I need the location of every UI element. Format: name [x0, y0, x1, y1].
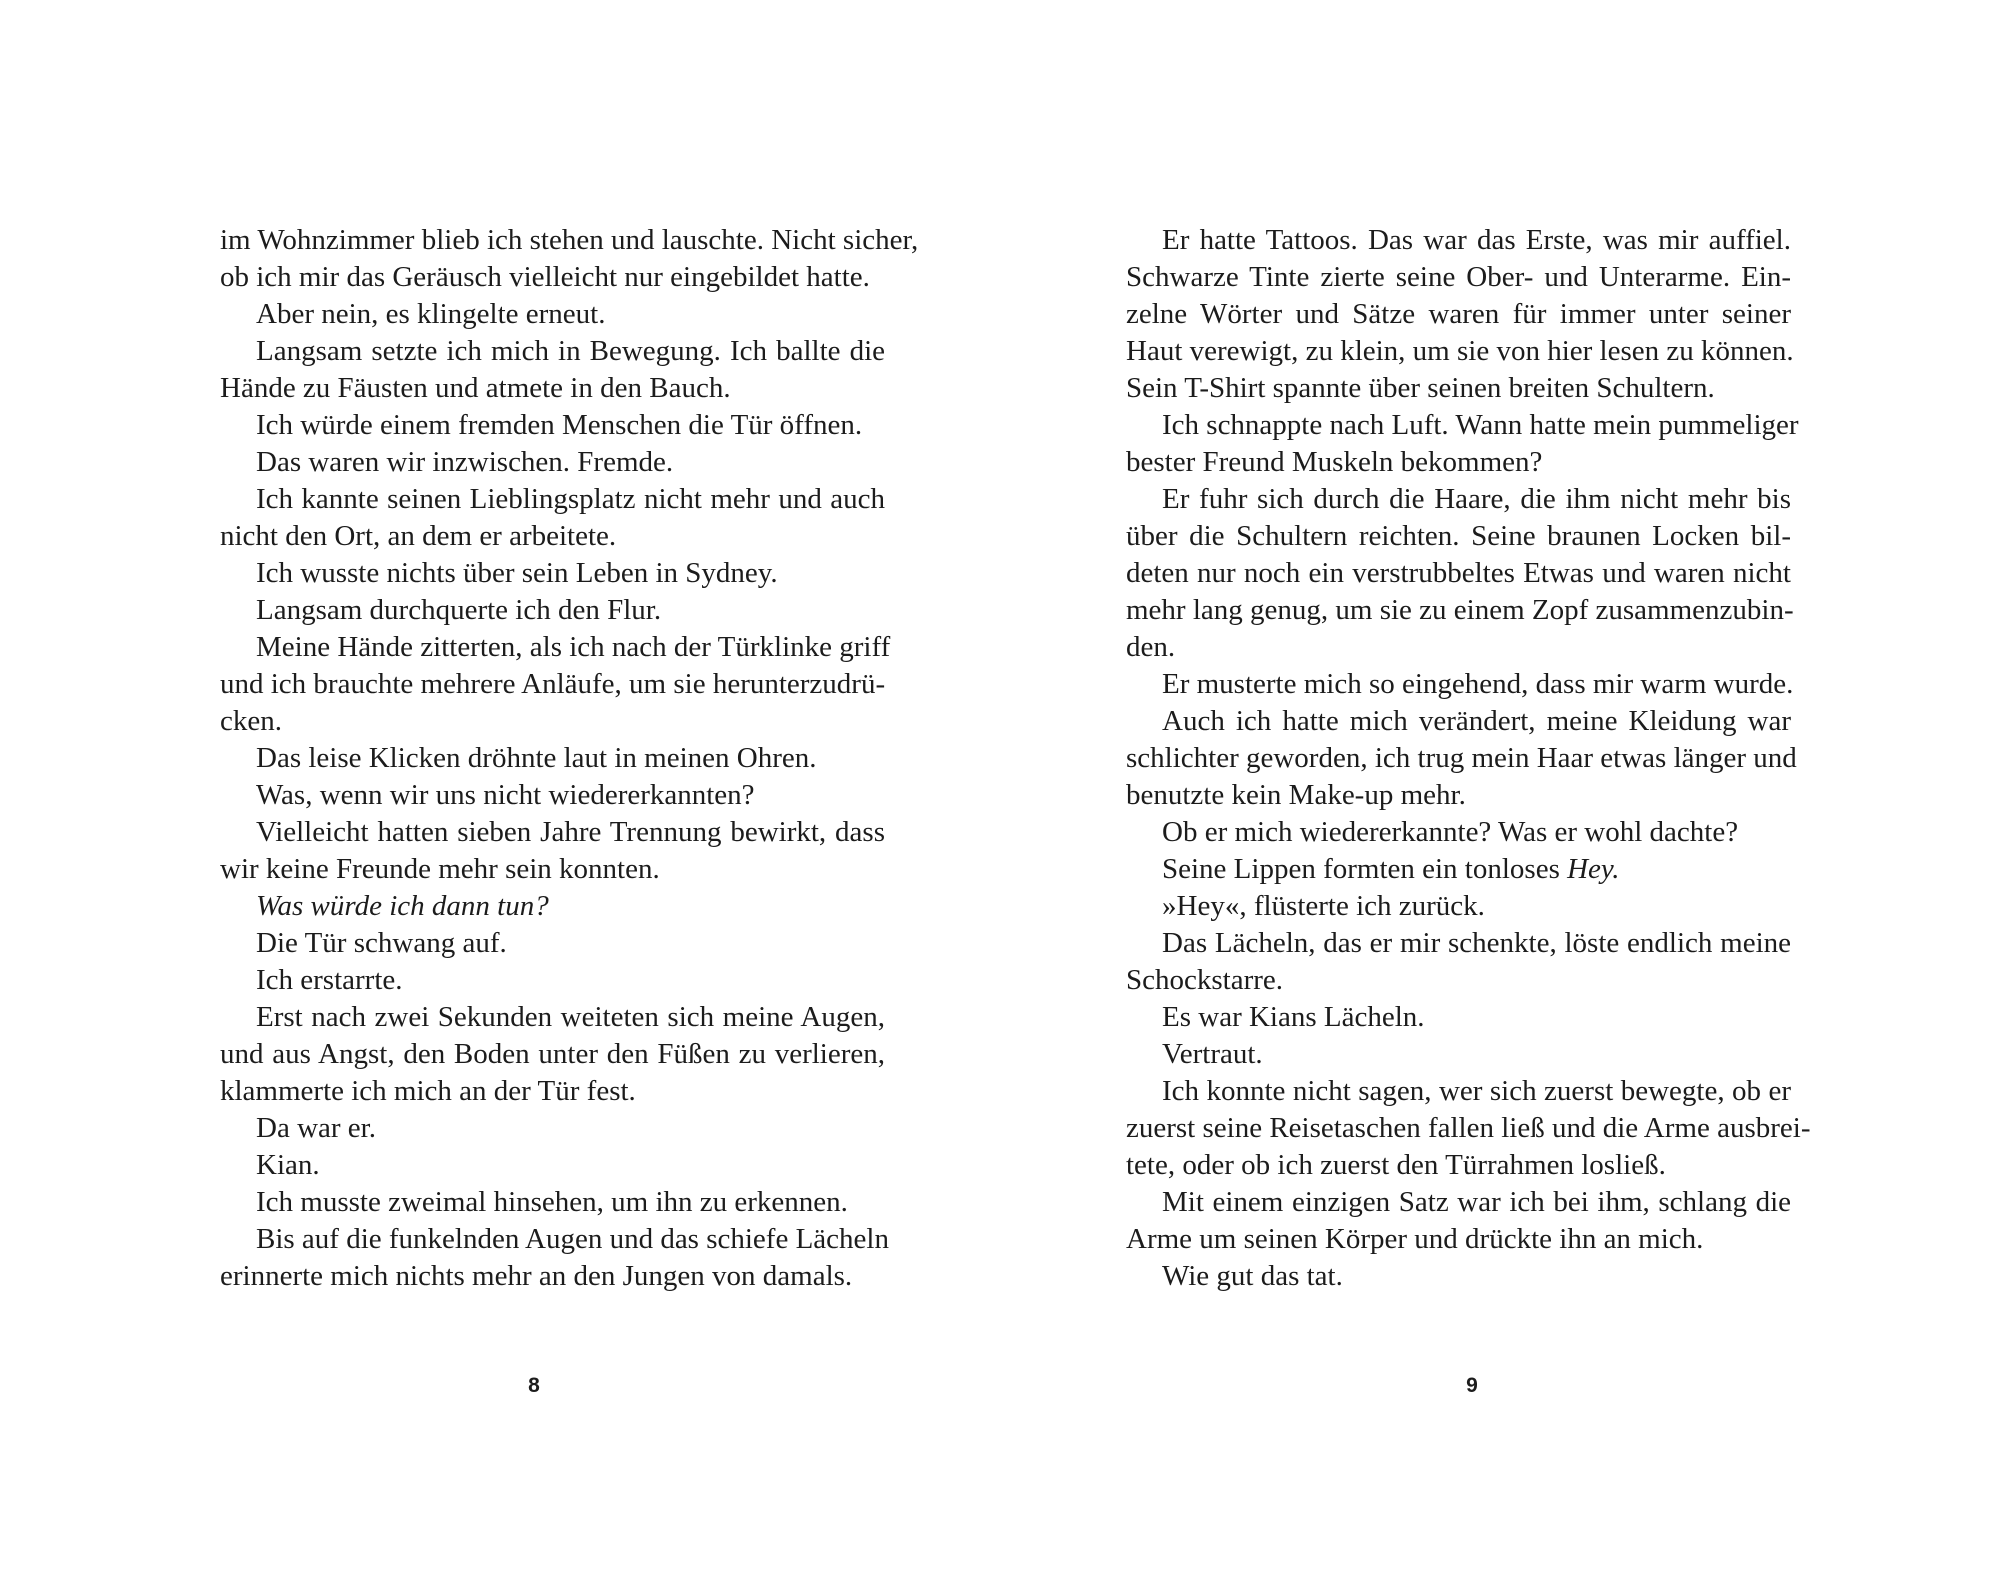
text-line: Das waren wir inzwischen. Fremde.	[256, 446, 674, 478]
text-line: Ich würde einem fremden Menschen die Tür öffnen.	[256, 409, 863, 441]
text-line: Meine Hände zitterten, als ich nach der Türklinke griff	[256, 631, 891, 663]
text-fragment: Seine Lippen formten ein tonloses	[1162, 853, 1560, 885]
text-line: Erst nach zwei Sekunden weiteten sich meine Augen,	[256, 1001, 885, 1033]
right-page-text	[1126, 222, 1811, 1295]
text-line: benutzte kein Make-up mehr.	[1126, 779, 1466, 811]
text-line: und aus Angst, den Boden unter den Füßen zu verlieren,	[220, 1038, 885, 1070]
text-line: deten nur noch ein verstrubbeltes Etwas und waren nicht	[1126, 557, 1791, 589]
text-line: den.	[1126, 631, 1176, 663]
text-line: Ob er mich wiedererkannte? Was er wohl dachte?	[1162, 816, 1739, 848]
text-line: wir keine Freunde mehr sein konnten.	[220, 853, 660, 885]
left-page-text	[220, 222, 919, 1295]
text-line: erinnerte mich nichts mehr an den Jungen von damals.	[220, 1260, 853, 1292]
text-line: Kian.	[256, 1149, 320, 1181]
text-line: Er musterte mich so eingehend, dass mir warm wurde.	[1162, 668, 1794, 700]
text-line: über die Schultern reichten. Seine braunen Locken bil-	[1126, 520, 1791, 552]
text-line: Hände zu Fäusten und atmete in den Bauch.	[220, 372, 731, 404]
text-line: nicht den Ort, an dem er arbeitete.	[220, 520, 617, 552]
text-line: im Wohnzimmer blieb ich stehen und lauschte. Nicht sicher,	[220, 224, 919, 256]
text-line: zuerst seine Reisetaschen fallen ließ und die Arme ausbrei-	[1126, 1112, 1811, 1144]
text-line: Da war er.	[256, 1112, 376, 1144]
text-line: bester Freund Muskeln bekommen?	[1126, 446, 1543, 478]
text-line: Wie gut das tat.	[1162, 1260, 1343, 1292]
text-line: Ich erstarrte.	[256, 964, 403, 996]
text-line: mehr lang genug, um sie zu einem Zopf zusammenzubin-	[1126, 594, 1794, 626]
text-line: Ich schnappte nach Luft. Wann hatte mein pummeliger	[1162, 409, 1799, 441]
text-line: Er fuhr sich durch die Haare, die ihm nicht mehr bis	[1162, 483, 1791, 515]
text-line: Ich wusste nichts über sein Leben in Sydney.	[256, 557, 778, 589]
italic-text-fragment: Hey.	[1567, 853, 1620, 885]
text-line: Schockstarre.	[1126, 964, 1284, 996]
text-line: Haut verewigt, zu klein, um sie von hier lesen zu können.	[1126, 335, 1794, 367]
text-line: klammerte ich mich an der Tür fest.	[220, 1075, 636, 1107]
text-line: Sein T-Shirt spannte über seinen breiten Schultern.	[1126, 372, 1715, 404]
text-line: Ich musste zweimal hinsehen, um ihn zu erkennen.	[256, 1186, 848, 1218]
text-line: tete, oder ob ich zuerst den Türrahmen losließ.	[1126, 1149, 1666, 1181]
text-line: Vielleicht hatten sieben Jahre Trennung bewirkt, dass	[256, 816, 885, 848]
text-line: Aber nein, es klingelte erneut.	[256, 298, 606, 330]
text-line: »Hey«, flüsterte ich zurück.	[1162, 890, 1485, 922]
text-line: Schwarze Tinte zierte seine Ober- und Unterarme. Ein-	[1126, 261, 1791, 293]
text-line: Arme um seinen Körper und drückte ihn an mich.	[1126, 1223, 1704, 1255]
text-line: Bis auf die funkelnden Augen und das schiefe Lächeln	[256, 1223, 889, 1255]
text-line: Was, wenn wir uns nicht wiedererkannten?	[256, 779, 755, 811]
text-line	[1126, 851, 1791, 888]
text-line: Langsam durchquerte ich den Flur.	[256, 594, 662, 626]
page-number-left: 8	[528, 1374, 540, 1397]
text-line: Das leise Klicken dröhnte laut in meinen Ohren.	[256, 742, 817, 774]
text-line: Mit einem einzigen Satz war ich bei ihm, schlang die	[1162, 1186, 1791, 1218]
text-line: schlichter geworden, ich trug mein Haar etwas länger und	[1126, 742, 1797, 774]
text-line: und ich brauchte mehrere Anläufe, um sie herunterzudrü-	[220, 668, 886, 700]
text-line: Vertraut.	[1162, 1038, 1263, 1070]
text-line: cken.	[220, 705, 282, 737]
text-line: Er hatte Tattoos. Das war das Erste, was mir auffiel.	[1162, 224, 1791, 256]
text-line: Ich konnte nicht sagen, wer sich zuerst bewegte, ob er	[1162, 1075, 1791, 1107]
text-line: zelne Wörter und Sätze waren für immer unter seiner	[1126, 298, 1791, 330]
text-line: Das Lächeln, das er mir schenkte, löste endlich meine	[1162, 927, 1791, 959]
text-line: Langsam setzte ich mich in Bewegung. Ich ballte die	[256, 335, 885, 367]
text-line: ob ich mir das Geräusch vielleicht nur eingebildet hatte.	[220, 261, 870, 293]
text-line: Auch ich hatte mich verändert, meine Kleidung war	[1162, 705, 1791, 737]
text-line: Ich kannte seinen Lieblingsplatz nicht mehr und auch	[256, 483, 885, 515]
text-line: Die Tür schwang auf.	[256, 927, 507, 959]
text-line: Es war Kians Lächeln.	[1162, 1001, 1425, 1033]
text-line: Was würde ich dann tun?	[256, 890, 549, 922]
page-number-right: 9	[1466, 1374, 1478, 1397]
